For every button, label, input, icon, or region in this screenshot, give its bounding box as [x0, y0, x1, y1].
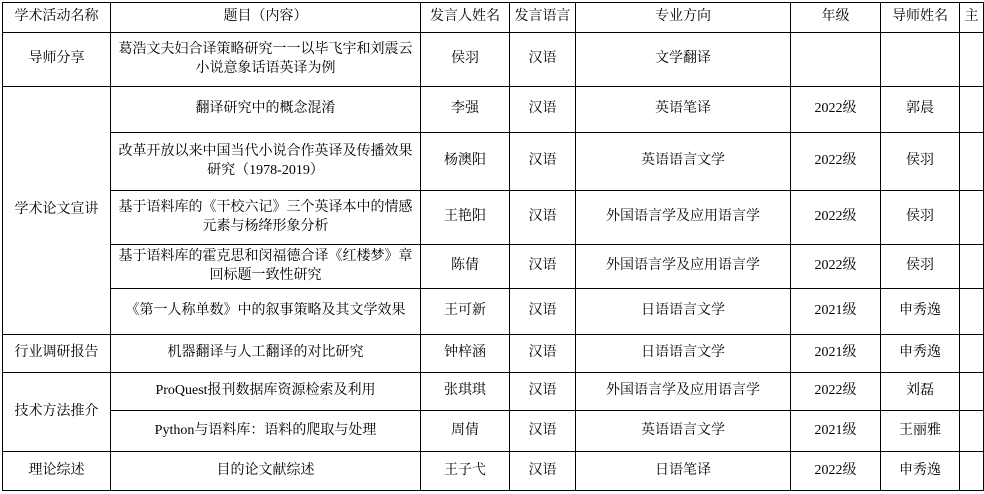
cell-speaker: 张琪琪	[421, 373, 510, 411]
cell-major: 外国语言学及应用语言学	[576, 373, 791, 411]
cell-language: 汉语	[510, 411, 576, 452]
cell-speaker: 钟梓涵	[421, 335, 510, 373]
cell-major: 英语笔译	[576, 87, 791, 133]
cell-grade: 2022级	[791, 191, 881, 245]
cell-title: Python与语料库：语料的爬取与处理	[111, 411, 421, 452]
cell-title: 《第一人称单数》中的叙事策略及其文学效果	[111, 289, 421, 335]
cell-language: 汉语	[510, 335, 576, 373]
cell-grade: 2022级	[791, 452, 881, 491]
cell-activity: 行业调研报告	[3, 335, 111, 373]
cell-cutoff	[960, 373, 984, 411]
cell-speaker: 杨澳阳	[421, 133, 510, 191]
cell-cutoff	[960, 289, 984, 335]
academic-activities-table	[2, 2, 984, 491]
cell-activity: 技术方法推介	[3, 373, 111, 452]
cell-title: 机器翻译与人工翻译的对比研究	[111, 335, 421, 373]
cell-cutoff	[960, 33, 984, 87]
cell-grade: 2021级	[791, 411, 881, 452]
header-activity: 学术活动名称	[3, 3, 111, 33]
cell-activity: 理论综述	[3, 452, 111, 491]
cell-language: 汉语	[510, 87, 576, 133]
cell-language: 汉语	[510, 373, 576, 411]
cell-cutoff	[960, 87, 984, 133]
cell-major: 日语笔译	[576, 452, 791, 491]
table-row	[3, 87, 984, 133]
cell-title: ProQuest报刊数据库资源检索及利用	[111, 373, 421, 411]
cell-language: 汉语	[510, 191, 576, 245]
cell-advisor: 申秀逸	[881, 452, 960, 491]
table-row	[3, 245, 984, 289]
table-row	[3, 373, 984, 411]
cell-language: 汉语	[510, 33, 576, 87]
cell-advisor: 申秀逸	[881, 289, 960, 335]
cell-language: 汉语	[510, 289, 576, 335]
cell-cutoff	[960, 133, 984, 191]
cell-major: 外国语言学及应用语言学	[576, 245, 791, 289]
cell-activity: 学术论文宣讲	[3, 87, 111, 335]
cell-language: 汉语	[510, 452, 576, 491]
cell-title: 改革开放以来中国当代小说合作英译及传播效果研究（1978-2019）	[111, 133, 421, 191]
cell-advisor: 申秀逸	[881, 335, 960, 373]
header-cutoff-column: 主	[960, 3, 984, 33]
table-row	[3, 452, 984, 491]
cell-cutoff	[960, 191, 984, 245]
cell-cutoff	[960, 452, 984, 491]
cell-speaker: 陈倩	[421, 245, 510, 289]
header-grade: 年级	[791, 3, 881, 33]
header-advisor: 导师姓名	[881, 3, 960, 33]
cell-advisor: 侯羽	[881, 133, 960, 191]
cell-grade	[791, 33, 881, 87]
cell-cutoff	[960, 335, 984, 373]
cell-major: 日语语言文学	[576, 289, 791, 335]
cell-advisor: 王丽雅	[881, 411, 960, 452]
cell-grade: 2021级	[791, 289, 881, 335]
table-row	[3, 335, 984, 373]
cell-advisor: 郭晨	[881, 87, 960, 133]
cell-major: 文学翻译	[576, 33, 791, 87]
header-row	[3, 3, 984, 33]
cell-language: 汉语	[510, 245, 576, 289]
table-row	[3, 411, 984, 452]
header-title: 题目（内容）	[111, 3, 421, 33]
cell-speaker: 侯羽	[421, 33, 510, 87]
cell-advisor: 侯羽	[881, 245, 960, 289]
cell-speaker: 周倩	[421, 411, 510, 452]
table-row	[3, 133, 984, 191]
cell-grade: 2022级	[791, 245, 881, 289]
cell-title: 翻译研究中的概念混淆	[111, 87, 421, 133]
cell-cutoff	[960, 245, 984, 289]
cell-title: 基于语料库的《干校六记》三个英译本中的情感元素与杨绛形象分析	[111, 191, 421, 245]
cell-advisor: 侯羽	[881, 191, 960, 245]
cell-grade: 2022级	[791, 133, 881, 191]
cell-advisor	[881, 33, 960, 87]
cell-title: 基于语料库的霍克思和闵福德合译《红楼梦》章回标题一致性研究	[111, 245, 421, 289]
cell-speaker: 王子弋	[421, 452, 510, 491]
cell-speaker: 李强	[421, 87, 510, 133]
cell-grade: 2021级	[791, 335, 881, 373]
cell-grade: 2022级	[791, 373, 881, 411]
header-major: 专业方向	[576, 3, 791, 33]
table-row	[3, 33, 984, 87]
cell-speaker: 王艳阳	[421, 191, 510, 245]
cell-major: 英语语言文学	[576, 133, 791, 191]
cell-title: 目的论文献综述	[111, 452, 421, 491]
table-row	[3, 289, 984, 335]
header-speaker: 发言人姓名	[421, 3, 510, 33]
cell-major: 外国语言学及应用语言学	[576, 191, 791, 245]
table-row	[3, 191, 984, 245]
cell-language: 汉语	[510, 133, 576, 191]
cell-major: 日语语言文学	[576, 335, 791, 373]
cell-speaker: 王可新	[421, 289, 510, 335]
cell-major: 英语语言文学	[576, 411, 791, 452]
header-language: 发言语言	[510, 3, 576, 33]
cell-activity: 导师分享	[3, 33, 111, 87]
cell-title: 葛浩文夫妇合译策略研究一一以毕飞宇和刘震云小说意象话语英译为例	[111, 33, 421, 87]
cell-grade: 2022级	[791, 87, 881, 133]
cell-advisor: 刘磊	[881, 373, 960, 411]
document-page	[0, 2, 979, 494]
cell-cutoff	[960, 411, 984, 452]
